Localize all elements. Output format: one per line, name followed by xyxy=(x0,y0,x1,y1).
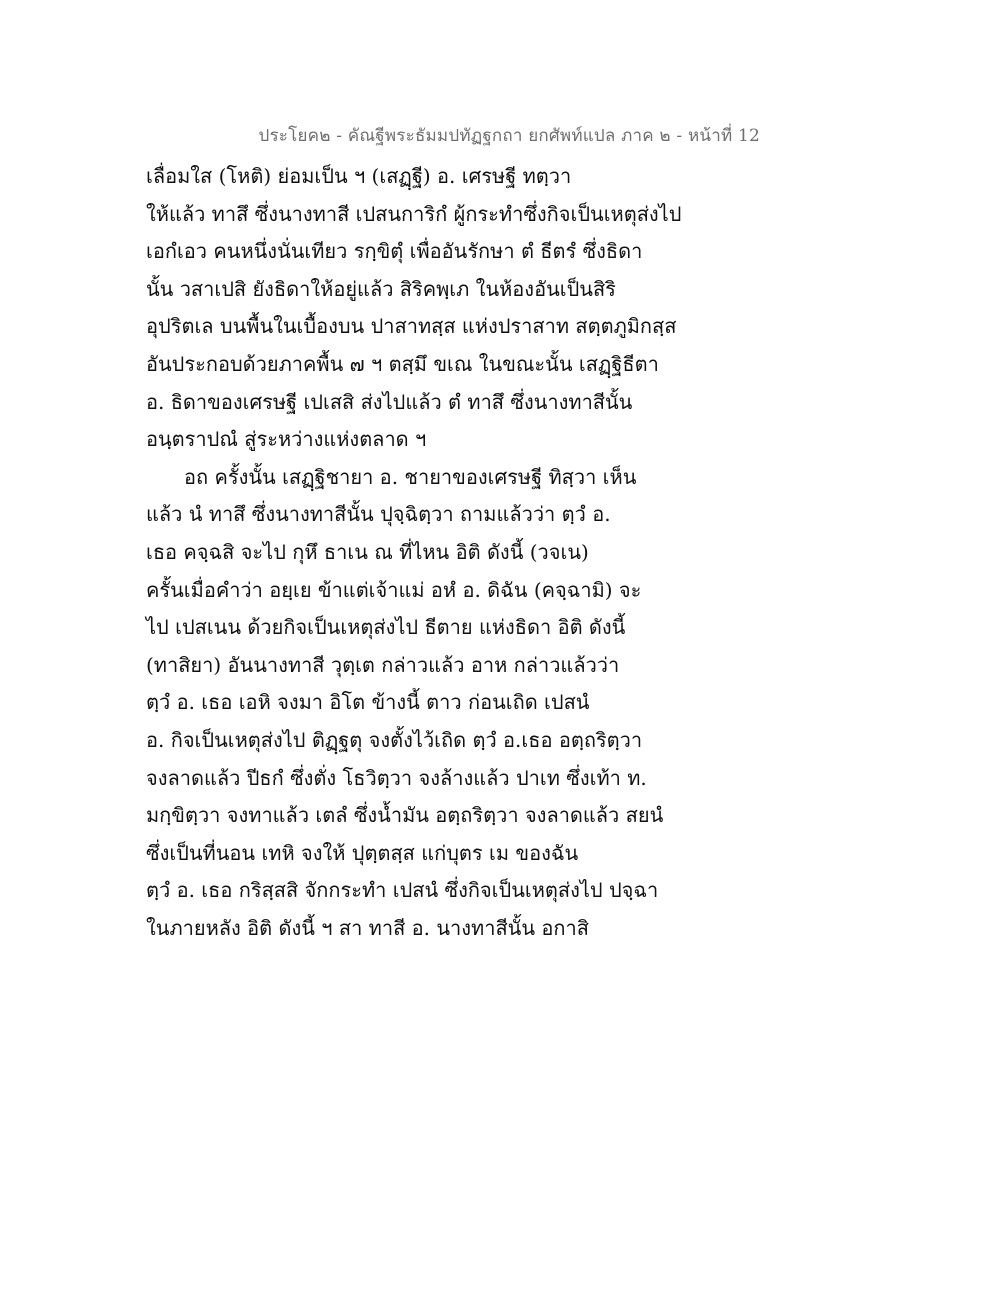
text-line: อนฺตราปณํ สู่ระหว่างแห่งตลาด ฯ xyxy=(146,427,427,452)
text-line: เอกํเอว คนหนึ่งนั่นเทียว รกฺขิตุํ เพื่ออันรักษา ตํ ธีตรํ ซึ่งธิดา xyxy=(146,239,643,264)
running-header: ประโยค๒ - คัณฐีพระธัมมปทัฏฐกถา ยกศัพท์แปล ภาค ๒ - หน้าที่ 12 xyxy=(258,126,760,146)
text-line: มกฺขิตฺวา จงทาแล้ว เตลํ ซึ่งน้ำมัน อตฺถริตฺวา จงลาดแล้ว สยนํ xyxy=(146,803,664,828)
text-line: ครั้นเมื่อคำว่า อยฺเย ข้าแต่เจ้าแม่ อหํ อ. ดิฉัน (คจฺฉามิ) จะ xyxy=(146,577,642,602)
text-line: นั้น วสาเปสิ ยังธิดาให้อยู่แล้ว สิริคพฺเภ ในห้องอันเป็นสิริ xyxy=(146,276,616,301)
text-line: ซึ่งเป็นที่นอน เทหิ จงให้ ปุตฺตสฺส แก่บุตร เม ของฉัน xyxy=(146,840,579,865)
text-line: จงลาดแล้ว ปีธกํ ซึ่งตั่ง โธวิตฺวา จงล้างแล้ว ปาเท ซึ่งเท้า ท. xyxy=(146,765,647,790)
paragraph-start-line: อถ ครั้งนั้น เสฏฺฐิชายา อ. ชายาของเศรษฐี ทิสฺวา เห็น xyxy=(184,464,637,489)
text-line: เลื่อมใส (โหติ) ย่อมเป็น ฯ (เสฏฺฐี) อ. เศรษฐี ทตฺวา xyxy=(146,164,572,188)
text-line: เธอ คจฺฉสิ จะไป กุหึ ธาเน ณ ที่ไหน อิติ ดังนี้ (วจเน) xyxy=(146,539,589,564)
text-line: (ทาสิยา) อันนางทาสี วุตฺเต กล่าวแล้ว อาห กล่าวแล้วว่า xyxy=(146,652,620,677)
text-line: ไป เปสเนน ด้วยกิจเป็นเหตุส่งไป ธีตาย แห่งธิดา อิติ ดังนี้ xyxy=(146,615,626,640)
text-line: อุปริตเล บนพื้นในเบื้องบน ปาสาทสฺส แห่งปราสาท สตฺตภูมิกสฺส xyxy=(146,314,677,339)
body-text xyxy=(146,158,746,947)
text-line: ตฺวํ อ. เธอ เอหิ จงมา อิโต ข้างนี้ ตาว ก่อนเถิด เปสนํ xyxy=(146,690,590,715)
text-line: อ. กิจเป็นเหตุส่งไป ติฏฺฐตุ จงตั้งไว้เถิด ตฺวํ อ.เธอ อตฺถริตฺวา xyxy=(146,727,643,752)
text-line: แล้ว นํ ทาสึ ซึ่งนางทาสีนั้น ปุจฺฉิตฺวา ถามแล้วว่า ตฺวํ อ. xyxy=(146,502,611,527)
text-line: ให้แล้ว ทาสึ ซึ่งนางทาสี เปสนการิกํ ผู้กระทำซึ่งกิจเป็นเหตุส่งไป xyxy=(146,201,682,226)
text-line: อันประกอบด้วยภาคพื้น ๗ ฯ ตสฺมึ ขเณ ในขณะนั้น เสฏฺฐิธีตา xyxy=(146,351,659,376)
text-line: ในภายหลัง อิติ ดังนี้ ฯ สา ทาสี อ. นางทาสีนั้น อกาสิ xyxy=(146,915,589,940)
text-line: ตฺวํ อ. เธอ กริสฺสสิ จักกระทำ เปสนํ ซึ่งกิจเป็นเหตุส่งไป ปจฺฉา xyxy=(146,878,659,903)
text-line: อ. ธิดาของเศรษฐี เปเสสิ ส่งไปแล้ว ตํ ทาสึ ซึ่งนางทาสีนั้น xyxy=(146,389,633,414)
